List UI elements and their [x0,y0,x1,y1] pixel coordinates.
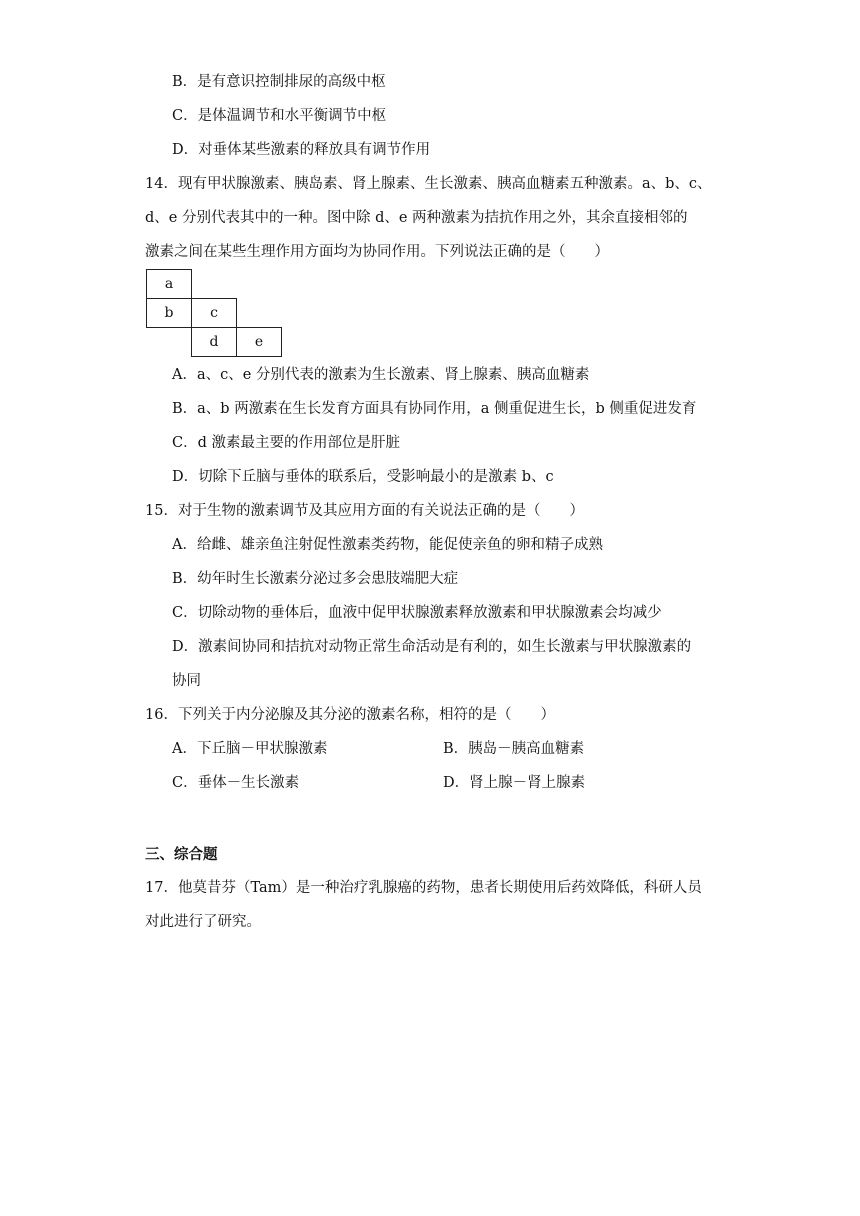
q16-option-c: C．垂体－生长激素 [172,775,300,791]
section-heading: 三、综合题 [145,847,218,863]
q15-option-d-line-2: 协同 [172,673,201,689]
grid-cell-b: b [147,299,192,328]
q16-option-a: A．下丘脑－甲状腺激素 [172,741,328,757]
hormone-grid-figure [146,269,282,357]
grid-empty [192,270,237,299]
q15-option-a: A．给雌、雄亲鱼注射促性激素类药物，能促使亲鱼的卵和精子成熟 [172,537,603,553]
grid-empty [147,328,192,357]
q14-option-d: D．切除下丘脑与垂体的联系后，受影响最小的是激素 b、c [172,469,554,485]
q13-option-b: B．是有意识控制排尿的高级中枢 [172,74,386,90]
q15-option-c: C．切除动物的垂体后，血液中促甲状腺激素释放激素和甲状腺激素会均减少 [172,605,662,621]
grid-empty [237,270,282,299]
q14-stem-line-3: 激素之间在某些生理作用方面均为协同作用。下列说法正确的是（ ） [145,244,609,260]
grid-cell-e: e [237,328,282,357]
grid-cell-c: c [192,299,237,328]
q15-option-d-line-1: D．激素间协同和拮抗对动物正常生命活动是有利的，如生长激素与甲状腺激素的 [172,639,692,655]
q16-stem: 16．下列关于内分泌腺及其分泌的激素名称，相符的是（ ） [145,707,555,723]
q14-stem-line-2: d、e 分别代表其中的一种。图中除 d、e 两种激素为拮抗作用之外，其余直接相邻的 [145,210,688,226]
q17-stem-line-1: 17．他莫昔芬（Tam）是一种治疗乳腺癌的药物，患者长期使用后药效降低，科研人员 [145,880,702,896]
q13-option-d: D．对垂体某些激素的释放具有调节作用 [172,142,431,158]
grid-cell-d: d [192,328,237,357]
q15-option-b: B．幼年时生长激素分泌过多会患肢端肥大症 [172,571,459,587]
q13-option-c: C．是体温调节和水平衡调节中枢 [172,108,387,124]
q14-option-a: A．a、c、e 分别代表的激素为生长激素、肾上腺素、胰高血糖素 [172,367,590,383]
q14-option-c: C．d 激素最主要的作用部位是肝脏 [172,435,400,451]
grid-empty [237,299,282,328]
grid-cell-a: a [147,270,192,299]
q17-stem-line-2: 对此进行了研究。 [145,914,261,930]
q16-option-b: B．胰岛－胰高血糖素 [443,741,585,757]
q15-stem: 15．对于生物的激素调节及其应用方面的有关说法正确的是（ ） [145,503,584,519]
q14-option-b: B．a、b 两激素在生长发育方面具有协同作用，a 侧重促进生长，b 侧重促进发育 [172,401,697,417]
q16-option-d: D．肾上腺－肾上腺素 [443,775,586,791]
q14-stem-line-1: 14．现有甲状腺激素、胰岛素、肾上腺素、生长激素、胰高血糖素五种激素。a、b、c、 [145,176,712,192]
